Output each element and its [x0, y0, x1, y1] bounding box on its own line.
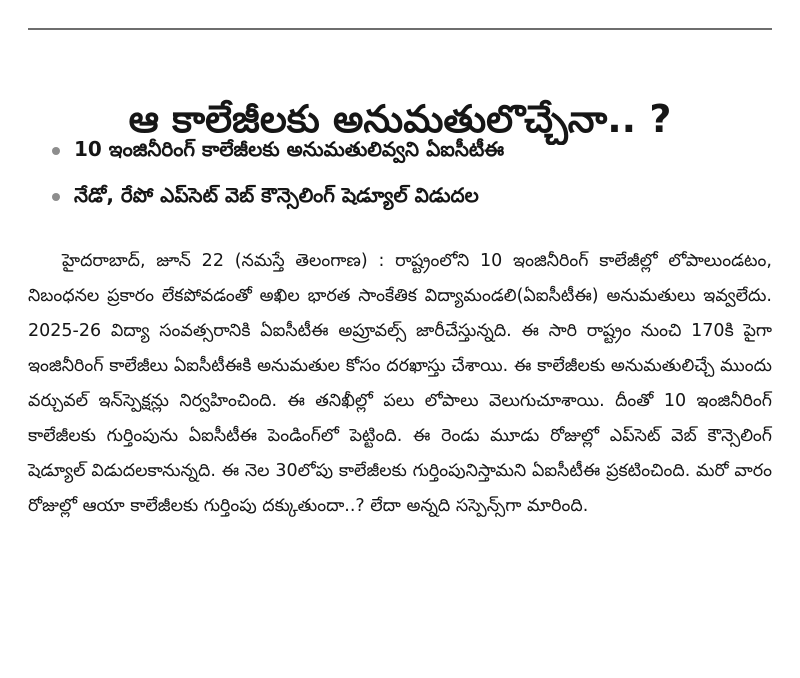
article-headline: ఆ కాలేజీలకు అనుమతులొచ్చేనా.. ? — [128, 97, 672, 142]
article-body: హైదరాబాద్, జూన్ 22 (నమస్తే తెలంగాణ) : రాష్ట్రంలోని 10 ఇంజినీరింగ్ కాలేజీల్లో లోపాలుండటం, నిబంధనల ప్రకారం లేకపోవడంతో అఖిల భారత సాంకేతిక విద్యామండలి(ఏఐసీటీఈ) అనుమతులు ఇవ్వలేదు. 2025-26 విద్యా సంవత్సరానికి ఏఐసీటీఈ అప్రూవల్స్ జారీచేస్తున్నది. ఈ సారి రాష్ట్రం నుంచి 170కి పైగా ఇంజినీరింగ్ కాలేజీలు ఏఐసీటీఈకి అనుమతుల కోసం దరఖాస్తు చేశాయి. ఈ కాలేజీలకు అనుమతులిచ్చే ముందు వర్చువల్ ఇన్‌స్పెక్షన్లు నిర్వహించింది. ఈ తనిఖీల్లో పలు లోపాలు వెలుగుచూశాయి. దీంతో 10 ఇంజినీరింగ్ కాలేజీలకు గుర్తింపును ఏఐసీటీఈ పెండింగ్‌లో పెట్టింది. ఈ రెండు మూడు రోజుల్లో ఎప్‌సెట్ వెబ్ కౌన్సెలింగ్ షెడ్యూల్ విడుదలకానున్నది. ఈ నెల 30లోపు కాలేజీలకు గుర్తింపునిస్తామని ఏఐసీటీఈ ప్రకటించింది. మరో వారం రోజుల్లో ఆయా కాలేజీలకు గుర్తింపు దక్కుతుందా..? లేదా అన్నది సస్పెన్స్‌గా మారింది. — [28, 250, 772, 516]
next-article-headline-fragment — [28, 656, 772, 678]
summary-bullet — [52, 174, 772, 220]
summary-bullets — [52, 128, 772, 220]
bullet-dot-icon — [52, 147, 60, 155]
previous-article-fragment — [470, 0, 770, 8]
bullet-dot-icon — [52, 193, 60, 201]
summary-bullet-text: నేడో, రేపో ఎప్‌సెట్ వెబ్ కౌన్సెలింగ్ షెడ్యూల్ విడుదల — [74, 182, 479, 207]
top-divider — [28, 28, 772, 30]
summary-bullet-text: 10 ఇంజినీరింగ్ కాలేజీలకు అనుమతులివ్వని ఏఐసీటీఈ — [74, 136, 505, 161]
summary-bullet — [52, 128, 772, 174]
